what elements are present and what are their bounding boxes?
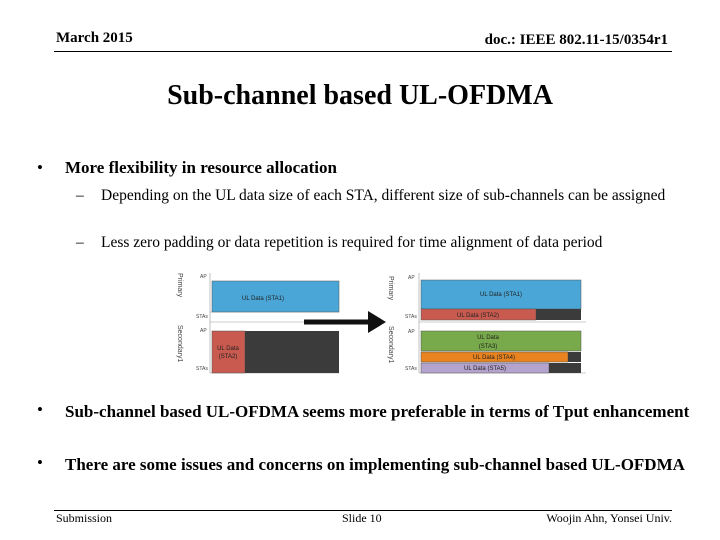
header-doc-id: doc.: IEEE 802.11-15/0354r1 [484, 32, 668, 48]
footer-author: Woojin Ahn, Yonsei Univ. [546, 511, 672, 525]
left-stas-top: STAs [196, 314, 208, 320]
right-stas-top: STAs [405, 314, 417, 320]
left-sta1-label: UL Data (STA1) [241, 296, 285, 302]
transition-arrow [304, 311, 386, 333]
bullet-marker: • [37, 158, 43, 177]
left-primary-label: Primary [176, 273, 183, 298]
right-ap-bottom: AP [408, 329, 415, 335]
header-rule [54, 51, 672, 52]
left-sta2-label-1: UL Data [217, 346, 239, 352]
right-sta2-padding [536, 309, 581, 320]
right-stas-bottom: STAs [405, 366, 417, 372]
footer-submission: Submission [56, 511, 113, 525]
bullet-marker: • [37, 453, 43, 472]
right-sta4-padding [568, 352, 581, 362]
sub-bullet-2: Less zero padding or data repetition is required for time alignment of data period [101, 234, 603, 251]
dash-marker: – [76, 187, 84, 204]
left-ap-top: AP [200, 274, 207, 280]
left-sta2-block [212, 331, 245, 373]
right-sta3-label-2: (STA3) [478, 344, 498, 350]
left-secondary-label: Secondary1 [176, 325, 183, 363]
right-secondary-label: Secondary1 [387, 326, 394, 364]
right-ap-top: AP [408, 275, 415, 281]
bullet-marker: • [37, 400, 43, 419]
right-sta4-label: UL Data (STA4) [472, 355, 516, 361]
dash-marker: – [76, 234, 84, 251]
left-ap-bottom: AP [200, 328, 207, 334]
sub-bullet-1: Depending on the UL data size of each STA, different size of sub-channels can be assigned [101, 187, 666, 204]
right-sta2-label: UL Data (STA2) [456, 313, 500, 319]
left-stas-bottom: STAs [196, 366, 208, 372]
bullet-2: Sub-channel based UL-OFDMA seems more preferable in terms of Tput enhancement [65, 402, 690, 421]
right-sta5-label: UL Data (STA5) [463, 366, 507, 372]
footer-slide-number: Slide 10 [342, 511, 382, 525]
right-sta3-block [421, 331, 581, 351]
right-sta1-label: UL Data (STA1) [479, 292, 523, 298]
header-date: March 2015 [56, 30, 133, 46]
ofdma-diagram [176, 268, 592, 378]
slide-title: Sub-channel based UL-OFDMA [167, 80, 553, 111]
right-panel [387, 273, 586, 373]
right-primary-label: Primary [387, 276, 394, 301]
left-sta2-label-2: (STA2) [218, 354, 238, 360]
bullet-1: More flexibility in resource allocation [65, 158, 337, 177]
left-padding-block [245, 331, 339, 373]
bullet-3: There are some issues and concerns on implementing sub-channel based UL-OFDMA [65, 455, 685, 474]
right-sta5-padding [549, 363, 581, 373]
right-sta3-label-1: UL Data [477, 335, 499, 341]
